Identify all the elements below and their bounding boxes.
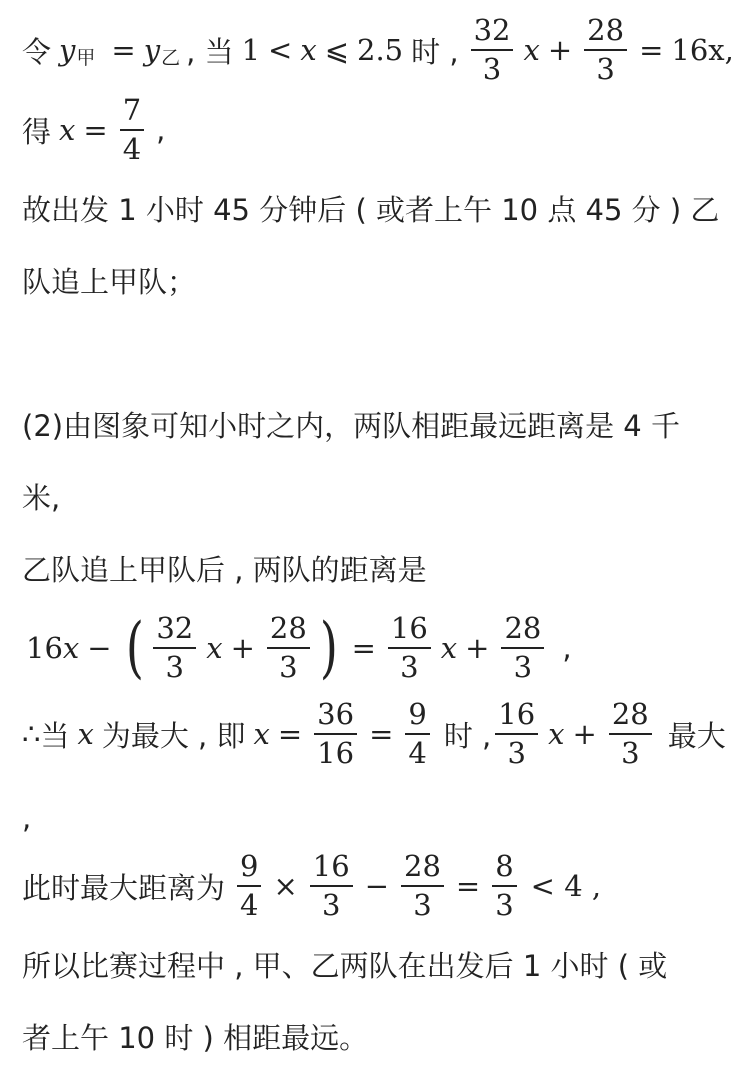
op-plus: + bbox=[572, 717, 597, 751]
op-minus: − bbox=[364, 869, 389, 903]
var-x: x bbox=[206, 631, 223, 665]
fraction-denominator: 3 bbox=[495, 888, 514, 922]
fraction-numerator: 28 bbox=[501, 614, 544, 649]
text-de: 得 bbox=[22, 114, 52, 149]
op-plus: + bbox=[230, 631, 255, 665]
fraction-28-3 bbox=[584, 13, 627, 86]
paragraph-text: 者上午 10 时 ) 相距最远。 bbox=[22, 1020, 369, 1055]
var-y2: y bbox=[143, 33, 161, 67]
text-comma: , bbox=[562, 631, 572, 665]
fraction-8-3 bbox=[492, 849, 516, 922]
line-max-distance bbox=[22, 844, 736, 928]
var-y: y bbox=[59, 33, 76, 67]
op-eq: = bbox=[639, 33, 664, 67]
paragraph-text: 队追上甲队； bbox=[22, 264, 197, 299]
fraction-28-3 bbox=[401, 849, 444, 922]
fraction-denominator: 3 bbox=[596, 52, 615, 86]
line-distance-expression bbox=[26, 606, 736, 690]
expr-16x: 16x, bbox=[671, 33, 734, 67]
line-maximum-condition bbox=[22, 692, 736, 776]
paragraph-text: 故出发 1 小时 45 分钟后 ( 或者上午 10 点 45 分 ) 乙 bbox=[22, 192, 720, 227]
op-times: × bbox=[273, 869, 298, 903]
fraction-numerator: 7 bbox=[120, 96, 144, 131]
text-wei-zuida: 为最大 , 即 bbox=[101, 718, 246, 753]
var-x: x bbox=[548, 717, 565, 751]
op-eq: = bbox=[111, 33, 136, 67]
fraction-numerator: 16 bbox=[388, 614, 431, 649]
fraction-numerator: 9 bbox=[405, 700, 429, 735]
text-comma: , bbox=[156, 113, 166, 147]
fraction-numerator: 28 bbox=[609, 700, 652, 735]
op-le: ⩽ bbox=[324, 33, 350, 67]
text-line-13 bbox=[22, 1010, 736, 1062]
left-paren: ( bbox=[125, 609, 144, 686]
fraction-numerator: 32 bbox=[471, 16, 514, 51]
op-plus: + bbox=[465, 631, 490, 665]
fraction-9-4 bbox=[237, 849, 261, 922]
line-equation-equal-y bbox=[22, 8, 736, 92]
right-paren: ) bbox=[319, 609, 338, 686]
fraction-denominator: 3 bbox=[165, 650, 184, 684]
var-x: x bbox=[77, 717, 94, 751]
fraction-16-3 bbox=[310, 849, 353, 922]
op-minus: − bbox=[87, 631, 112, 665]
line-solution-x bbox=[22, 92, 736, 168]
fraction-denominator: 4 bbox=[408, 736, 427, 770]
fraction-16-3 bbox=[495, 697, 538, 770]
num-2-5: 2.5 bbox=[357, 33, 404, 67]
paragraph-text: 所以比赛过程中 , 甲、乙两队在出发后 1 小时 ( 或 bbox=[22, 948, 668, 983]
op-eq: = bbox=[455, 869, 481, 903]
op-eq: = bbox=[83, 113, 108, 147]
text-line-6 bbox=[22, 470, 736, 522]
fraction-numerator: 9 bbox=[237, 852, 261, 887]
var-x: x bbox=[253, 717, 270, 751]
fraction-32-3 bbox=[471, 13, 514, 86]
var-x: x bbox=[59, 113, 76, 147]
text-zuida: 最大 bbox=[667, 718, 726, 753]
text-label: 此时最大距离为 bbox=[22, 870, 226, 905]
var-x: x bbox=[300, 33, 317, 67]
fraction-denominator: 3 bbox=[507, 736, 526, 770]
text-line-7 bbox=[22, 542, 736, 594]
num-one: 1 bbox=[241, 33, 261, 67]
fraction-9-4 bbox=[405, 697, 429, 770]
text-shi: 时 , bbox=[443, 718, 492, 753]
op-lt: < bbox=[268, 33, 293, 67]
text-dang: , 当 bbox=[186, 34, 234, 69]
fraction-numerator: 16 bbox=[310, 852, 353, 887]
fraction-16-3 bbox=[388, 611, 431, 684]
text-comma: , bbox=[22, 801, 32, 835]
fraction-numerator: 28 bbox=[401, 852, 444, 887]
paragraph-text: 米, bbox=[22, 480, 61, 515]
text-line-5 bbox=[22, 398, 736, 450]
op-eq: = bbox=[369, 717, 394, 751]
fraction-numerator: 36 bbox=[314, 700, 357, 735]
fraction-numerator: 28 bbox=[267, 614, 310, 649]
sub-jia: 甲 bbox=[76, 46, 96, 69]
text-lt-4: < 4 , bbox=[530, 869, 602, 903]
text-line-4 bbox=[22, 254, 736, 306]
paragraph-text: 乙队追上甲队后 , 两队的距离是 bbox=[22, 552, 427, 587]
fraction-denominator: 3 bbox=[513, 650, 533, 684]
fraction-28-3 bbox=[609, 697, 652, 770]
text-line-10 bbox=[22, 796, 736, 840]
var-x: x bbox=[523, 33, 540, 67]
expr-16x: 16x bbox=[26, 631, 80, 665]
fraction-numerator: 28 bbox=[584, 16, 627, 51]
paragraph-text: (2)由图象可知小时之内，两队相距最远距离是 4 千 bbox=[22, 408, 680, 443]
text-dang: 当 bbox=[40, 718, 70, 753]
fraction-denominator: 3 bbox=[322, 888, 341, 922]
fraction-7-4 bbox=[120, 93, 144, 166]
text-ling: 令 bbox=[22, 34, 52, 69]
fraction-28-3 bbox=[267, 611, 310, 684]
fraction-denominator: 4 bbox=[122, 132, 142, 166]
op-eq: = bbox=[351, 631, 376, 665]
text-line-12 bbox=[22, 938, 736, 990]
var-x: x bbox=[440, 631, 458, 665]
text-shi: 时 , bbox=[411, 34, 459, 69]
fraction-36-16 bbox=[314, 697, 357, 770]
sub-yi: 乙 bbox=[161, 46, 181, 69]
fraction-denominator: 3 bbox=[621, 736, 640, 770]
fraction-28-3 bbox=[501, 611, 544, 684]
fraction-numerator: 8 bbox=[492, 852, 516, 887]
fraction-denominator: 4 bbox=[240, 888, 259, 922]
op-plus: + bbox=[547, 33, 573, 67]
fraction-denominator: 3 bbox=[482, 52, 502, 86]
fraction-denominator: 3 bbox=[279, 650, 298, 684]
fraction-denominator: 3 bbox=[413, 888, 432, 922]
fraction-denominator: 3 bbox=[400, 650, 419, 684]
fraction-numerator: 32 bbox=[153, 614, 196, 649]
fraction-32-3 bbox=[153, 611, 196, 684]
text-line-3 bbox=[22, 182, 736, 234]
fraction-denominator: 16 bbox=[317, 736, 355, 770]
op-eq: = bbox=[277, 717, 303, 751]
therefore-symbol: ∴ bbox=[22, 717, 41, 751]
fraction-numerator: 16 bbox=[495, 700, 538, 735]
